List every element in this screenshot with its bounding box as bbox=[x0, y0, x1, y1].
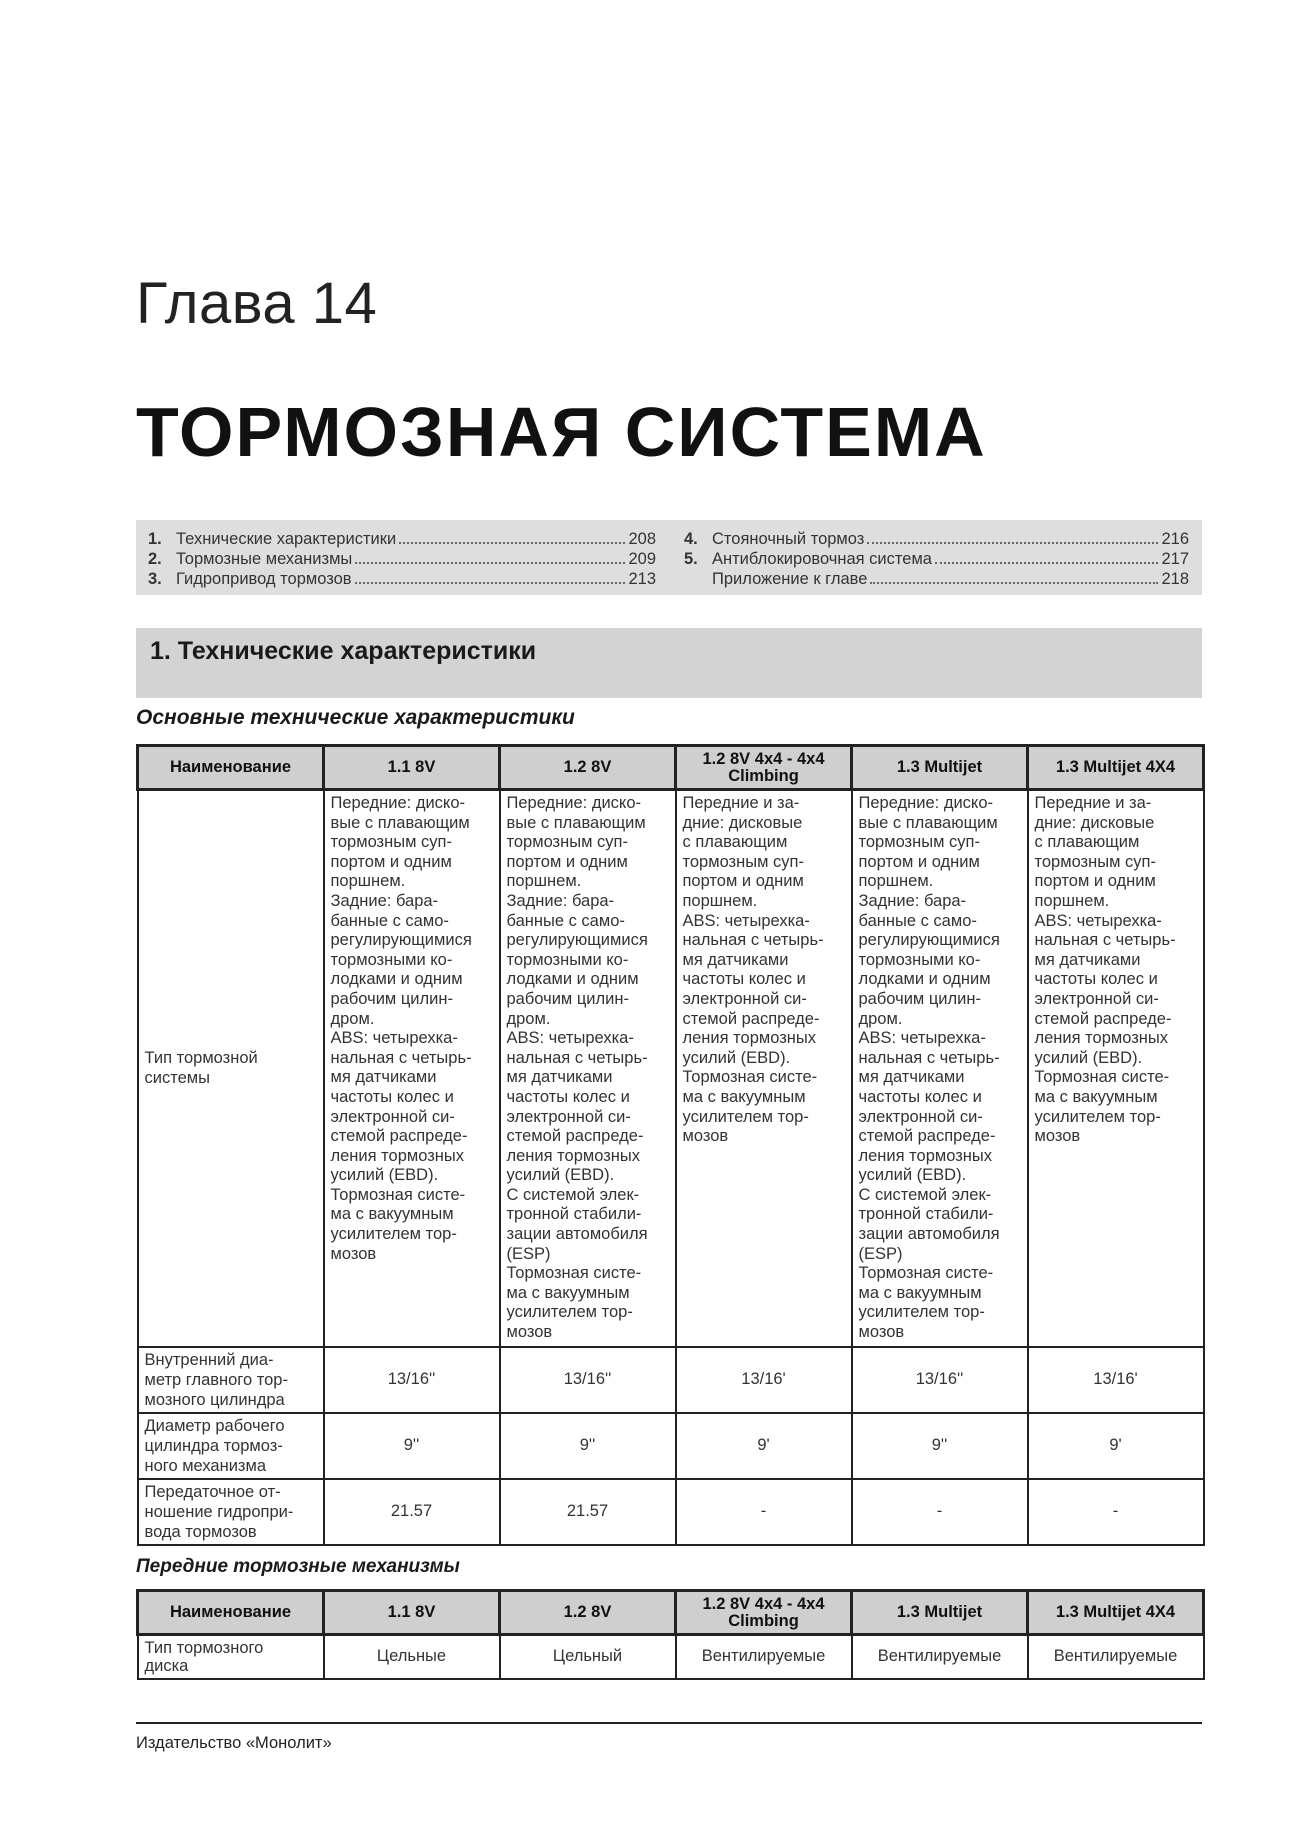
table-row bbox=[138, 1635, 1204, 1679]
toc-leader-dots bbox=[870, 582, 1158, 584]
table-cell: Цельный bbox=[500, 1635, 676, 1679]
table1-subtitle: Основные технические характеристики bbox=[136, 706, 575, 729]
toc-item[interactable] bbox=[148, 530, 656, 550]
toc-column-left bbox=[148, 530, 656, 590]
header-cell: Наименование bbox=[138, 1591, 324, 1635]
row-name-cell: Передаточное от- ношение гидропри- вода тормозов bbox=[138, 1479, 324, 1545]
publisher-footer: Издательство «Монолит» bbox=[136, 1734, 332, 1752]
chapter-number: Глава 14 bbox=[136, 271, 378, 336]
table-cell: Вентилируемые bbox=[676, 1635, 852, 1679]
table-cell: 21.57 bbox=[500, 1479, 676, 1545]
toc-item-number: 1. bbox=[148, 530, 162, 548]
toc-item-label: Антиблокировочная система bbox=[712, 550, 932, 568]
header-cell: 1.1 8V bbox=[324, 1591, 500, 1635]
toc-item-label: Тормозные механизмы bbox=[176, 550, 353, 568]
table-cell: Передние: диско- вые с плавающим тормозным суп- портом и одним поршнем. Задние: бара- банные с само- регулирующимися тормозными ко- лодками и одним рабочим цилин- дром. ABS: четырехка- нальная с четырь- мя датчиками частоты колес и электронной си- стемой распреде- ления тормозных усилий (EBD). С системой элек- тронной стабили- зации автомобиля (ESP) Тормозная систе- ма с вакуумным усилителем тор- мозов bbox=[852, 790, 1028, 1347]
table-cell: 13/16' bbox=[676, 1347, 852, 1413]
toc-item-page: 217 bbox=[1161, 550, 1189, 568]
front-brakes-table bbox=[136, 1589, 1205, 1680]
toc-item-page: 208 bbox=[628, 530, 656, 548]
header-cell: 1.3 Multijet 4X4 bbox=[1028, 1591, 1204, 1635]
toc-item-page: 218 bbox=[1161, 570, 1189, 588]
header-cell: 1.2 8V 4x4 - 4x4 Climbing bbox=[676, 746, 852, 790]
header-cell: 1.1 8V bbox=[324, 746, 500, 790]
toc-item-page: 209 bbox=[628, 550, 656, 568]
table-cell: Передние и за- дние: дисковые с плавающим тормозным суп- портом и одним поршнем. ABS: четырехка- нальная с четырь- мя датчиками частоты колес и электронной си- стемой распреде- ления тормозных усилий (EBD). Тормозная систе- ма с вакуумным усилителем тор- мозов bbox=[676, 790, 852, 1347]
toc-item-number: 2. bbox=[148, 550, 162, 568]
row-name-cell: Тип тормозного диска bbox=[138, 1635, 324, 1679]
header-cell: 1.2 8V 4x4 - 4x4 Climbing bbox=[676, 1591, 852, 1635]
toc-item-page: 216 bbox=[1161, 530, 1189, 548]
toc-leader-dots bbox=[399, 542, 625, 544]
section-heading: 1. Технические характеристики bbox=[150, 637, 537, 665]
table-cell: 9'' bbox=[324, 1413, 500, 1479]
table-cell: 13/16'' bbox=[500, 1347, 676, 1413]
table-of-contents bbox=[136, 520, 1202, 595]
table-row bbox=[138, 1347, 1204, 1413]
header-cell: 1.3 Multijet 4X4 bbox=[1028, 746, 1204, 790]
table-cell: Передние и за- дние: дисковые с плавающим тормозным суп- портом и одним поршнем. ABS: четырехка- нальная с четырь- мя датчиками частоты колес и электронной си- стемой распреде- ления тормозных усилий (EBD). Тормозная систе- ма с вакуумным усилителем тор- мозов bbox=[1028, 790, 1204, 1347]
toc-item[interactable] bbox=[684, 530, 1189, 550]
table-header-row bbox=[138, 746, 1204, 790]
section-heading-bar bbox=[136, 628, 1202, 698]
toc-item-number: 5. bbox=[684, 550, 698, 568]
header-cell: 1.3 Multijet bbox=[852, 746, 1028, 790]
toc-leader-dots bbox=[867, 542, 1158, 544]
table-cell: 13/16'' bbox=[852, 1347, 1028, 1413]
table-cell: 9' bbox=[676, 1413, 852, 1479]
toc-item-number: 3. bbox=[148, 570, 162, 588]
table-cell: Вентилируемые bbox=[852, 1635, 1028, 1679]
toc-item-label: Приложение к главе bbox=[712, 570, 868, 588]
toc-leader-dots bbox=[355, 562, 625, 564]
table-cell: Цельные bbox=[324, 1635, 500, 1679]
table-header-row bbox=[138, 1591, 1204, 1635]
table-cell: - bbox=[676, 1479, 852, 1545]
table-cell: 13/16'' bbox=[324, 1347, 500, 1413]
header-cell: 1.2 8V bbox=[500, 746, 676, 790]
table-cell: Передние: диско- вые с плавающим тормозным суп- портом и одним поршнем. Задние: бара- банные с само- регулирующимися тормозными ко- лодками и одним рабочим цилин- дром. ABS: четырехка- нальная с четырь- мя датчиками частоты колес и электронной си- стемой распреде- ления тормозных усилий (EBD). С системой элек- тронной стабили- зации автомобиля (ESP) Тормозная систе- ма с вакуумным усилителем тор- мозов bbox=[500, 790, 676, 1347]
row-name-cell: Диаметр рабочего цилиндра тормоз- ного механизма bbox=[138, 1413, 324, 1479]
toc-item-label: Гидропривод тормозов bbox=[176, 570, 352, 588]
table-cell: Вентилируемые bbox=[1028, 1635, 1204, 1679]
main-specs-table bbox=[136, 744, 1205, 1546]
table-cell: - bbox=[1028, 1479, 1204, 1545]
toc-column-right bbox=[684, 530, 1189, 590]
header-cell: 1.3 Multijet bbox=[852, 1591, 1028, 1635]
toc-item[interactable] bbox=[148, 550, 656, 570]
footer-divider bbox=[136, 1722, 1202, 1724]
table-cell: 13/16' bbox=[1028, 1347, 1204, 1413]
table-cell: Передние: диско- вые с плавающим тормозным суп- портом и одним поршнем. Задние: бара- банные с само- регулирующимися тормозными ко- лодками и одним рабочим цилин- дром. ABS: четырехка- нальная с четырь- мя датчиками частоты колес и электронной си- стемой распреде- ления тормозных усилий (EBD). Тормозная систе- ма с вакуумным усилителем тор- мозов bbox=[324, 790, 500, 1347]
table-cell: 21.57 bbox=[324, 1479, 500, 1545]
table-row bbox=[138, 1479, 1204, 1545]
table-row bbox=[138, 1413, 1204, 1479]
table2-subtitle: Передние тормозные механизмы bbox=[136, 1556, 460, 1577]
row-name-cell: Внутренний диа- метр главного тор- мозного цилиндра bbox=[138, 1347, 324, 1413]
chapter-title: ТОРМОЗНАЯ СИСТЕМА bbox=[136, 393, 987, 471]
toc-item-page: 213 bbox=[628, 570, 656, 588]
toc-leader-dots bbox=[935, 562, 1159, 564]
toc-item[interactable] bbox=[148, 570, 656, 590]
toc-item-label: Технические характеристики bbox=[176, 530, 397, 548]
toc-item[interactable] bbox=[684, 570, 1189, 590]
toc-leader-dots bbox=[355, 582, 626, 584]
row-name-cell: Тип тормозной системы bbox=[138, 790, 324, 1347]
table-row bbox=[138, 790, 1204, 1347]
header-cell: 1.2 8V bbox=[500, 1591, 676, 1635]
toc-item-label: Стояночный тормоз bbox=[712, 530, 865, 548]
table-cell: 9'' bbox=[500, 1413, 676, 1479]
toc-item-number: 4. bbox=[684, 530, 698, 548]
toc-item[interactable] bbox=[684, 550, 1189, 570]
table-cell: - bbox=[852, 1479, 1028, 1545]
table-cell: 9' bbox=[1028, 1413, 1204, 1479]
header-cell: Наименование bbox=[138, 746, 324, 790]
table-cell: 9'' bbox=[852, 1413, 1028, 1479]
